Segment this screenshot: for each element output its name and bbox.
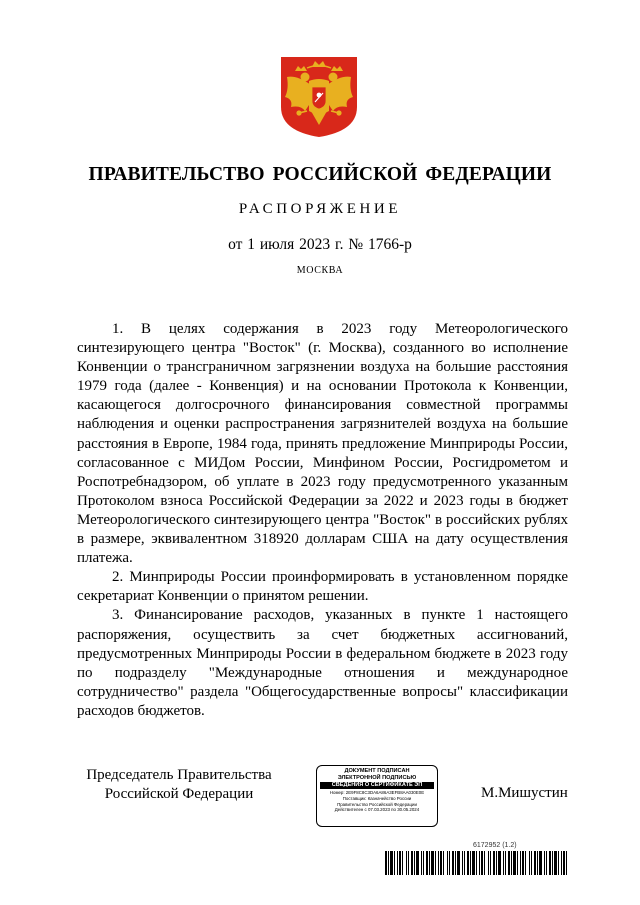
esig-owner: Правительство Российской Федерации [337, 801, 417, 807]
signer-name: М.Мишустин [481, 785, 568, 801]
document-date-number: от 1 июля 2023 г. № 1766-р [228, 236, 412, 253]
signer-position-line1: Председатель Правительства [86, 767, 272, 783]
esig-header: СВЕДЕНИЯ О СЕРТИФИКАТЕ ЭП [320, 782, 434, 789]
electronic-signature-stamp [316, 765, 438, 827]
city-label: МОСКВА [296, 265, 344, 276]
paragraph-1: 1. В целях содержания в 2023 году Метеорологического синтезирующего центра "Восток" (г. Москва), созданного во исполнение Конвенции о трансграничном загрязнении воздуха на большие расстояния 1979 года (далее - Конвенция) и на основании Протокола к Конвенции, касающегося долгосрочного финансирования совместной программы наблюдения и оценки распространения загрязнителей воздуха на большие расстояния в Европе, 1984 года, принять предложение Минприроды России, согласованное с МИДом России, Минфином России, Росгидрометом и Роспотребнадзором, об уплате в 2023 году предусмотренного указанным Протоколом взноса Российской Федерации за 2022 и 2023 годы в бюджет Метеорологического синтезирующего центра "Восток" в российских рублях в размере, эквивалентном 318920 долларам США на дату осуществления платежа. [77, 321, 568, 567]
coat-of-arms-icon [279, 55, 359, 138]
government-title: ПРАВИТЕЛЬСТВО РОССИЙСКОЙ ФЕДЕРАЦИИ [88, 164, 552, 185]
signer-position-line2: Российской Федерации [104, 786, 254, 802]
document-type: РАСПОРЯЖЕНИЕ [238, 201, 402, 217]
barcode [385, 851, 570, 875]
signer-position [79, 766, 279, 804]
esig-line2: ЭЛЕКТРОННОЙ ПОДПИСЬЮ [337, 774, 417, 781]
esig-line1: ДОКУМЕНТ ПОДПИСАН [344, 768, 410, 774]
esig-valid: Действителен с 07.03.2023 по 30.05.2024 [334, 807, 420, 813]
esig-serial: Номер: 2E9F8C8C3DA6A86A3EFB8AA030E0E [329, 790, 425, 795]
esig-supplier: Поставщик: Казначейство России [342, 795, 412, 801]
paragraph-2: 2. Минприроды России проинформировать в установленном порядке секретариат Конвенции о принятом решении. [77, 569, 568, 605]
document-number: 6172952 (1.2) [473, 842, 517, 849]
paragraph-3: 3. Финансирование расходов, указанных в пункте 1 настоящего распоряжения, осуществить за счет бюджетных ассигнований, предусмотренных Минприроды России в федеральном бюджете в 2023 году по подразделу "Международные отношения и международное сотрудничество" раздела "Общегосударственные вопросы" классификации расходов бюджетов. [77, 607, 568, 719]
document-body [77, 320, 568, 721]
